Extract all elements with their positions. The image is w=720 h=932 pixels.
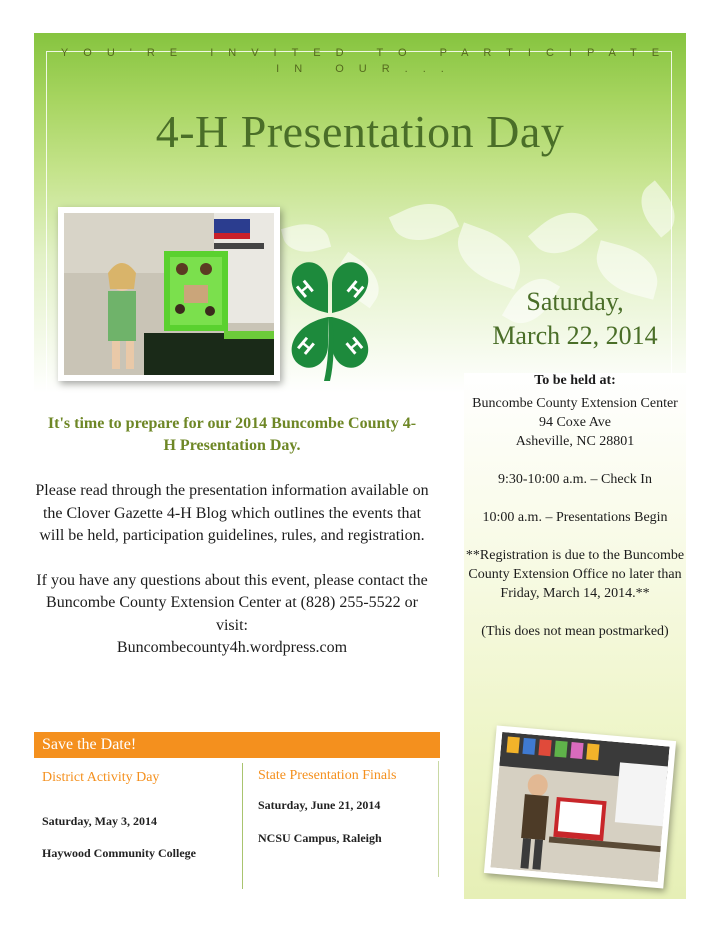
- svg-text:H: H: [292, 276, 319, 303]
- svg-text:H: H: [342, 276, 368, 303]
- event-date-full: March 22, 2014: [492, 321, 658, 350]
- location-heading: To be held at:: [534, 373, 616, 388]
- save-the-date-header: Save the Date!: [34, 732, 440, 758]
- svg-text:H: H: [342, 333, 368, 360]
- intro-text: It's time to prepare for our 2014 Buncombe County 4-H Presentation Day.: [47, 415, 417, 454]
- body-paragraph-1: Please read through the presentation information available on the Clover Gazette 4-H Blog which outlines the events that will be held, participation guidelines, rules, and registration.: [35, 482, 429, 544]
- location-city: Asheville, NC 28801: [515, 434, 635, 449]
- website-text: Buncombecounty4h.wordpress.com: [116, 639, 348, 656]
- body-text: [34, 480, 430, 660]
- save-the-date-right-border: [438, 761, 439, 877]
- flyer-page: [34, 33, 686, 899]
- event-date-text: Saturday, May 3, 2014: [42, 814, 158, 828]
- flyer-title: 4-H Presentation Day: [155, 106, 565, 157]
- body-paragraph-2: If you have any questions about this event, please contact the Buncombe County Extension Center at (828) 255-5522 or visit:: [36, 571, 428, 634]
- postmark-note: (This does not mean postmarked): [481, 624, 669, 639]
- schedule-check-in: 9:30-10:00 a.m. – Check In: [498, 472, 652, 487]
- event-name: State Presentation Finals: [258, 768, 397, 783]
- tagline-line-1: YOU'RE INVITED TO PARTICIPATE: [60, 47, 675, 59]
- photo-girl-presenting-image: [64, 213, 274, 375]
- event-district-activity-day: [42, 769, 238, 861]
- location-venue: Buncombe County Extension Center: [472, 396, 678, 411]
- event-location: NCSU Campus, Raleigh: [258, 831, 382, 845]
- svg-text:H: H: [292, 333, 319, 360]
- 4-h-clover-icon: [270, 255, 390, 383]
- tagline-line-2: IN OUR...: [276, 63, 459, 75]
- registration-deadline: **Registration is due to the Buncombe County Extension Office no later than Friday, March 14, 2014.**: [465, 548, 685, 601]
- event-location: Haywood Community College: [42, 846, 196, 860]
- event-name: District Activity Day: [42, 770, 160, 785]
- event-date: [464, 285, 686, 353]
- invitation-tagline: [34, 45, 686, 77]
- save-the-date-divider: [242, 763, 243, 889]
- photo-boy-presenting: [484, 725, 676, 888]
- photo-boy-presenting-image: [490, 732, 669, 882]
- event-details: [464, 371, 686, 641]
- location-street: 94 Coxe Ave: [538, 415, 612, 430]
- event-date-weekday: Saturday,: [526, 287, 624, 316]
- event-state-presentation-finals: [258, 767, 434, 846]
- photo-girl-presenting: [58, 207, 280, 381]
- schedule-presentations: 10:00 a.m. – Presentations Begin: [482, 510, 668, 525]
- event-date-text: Saturday, June 21, 2014: [258, 798, 381, 812]
